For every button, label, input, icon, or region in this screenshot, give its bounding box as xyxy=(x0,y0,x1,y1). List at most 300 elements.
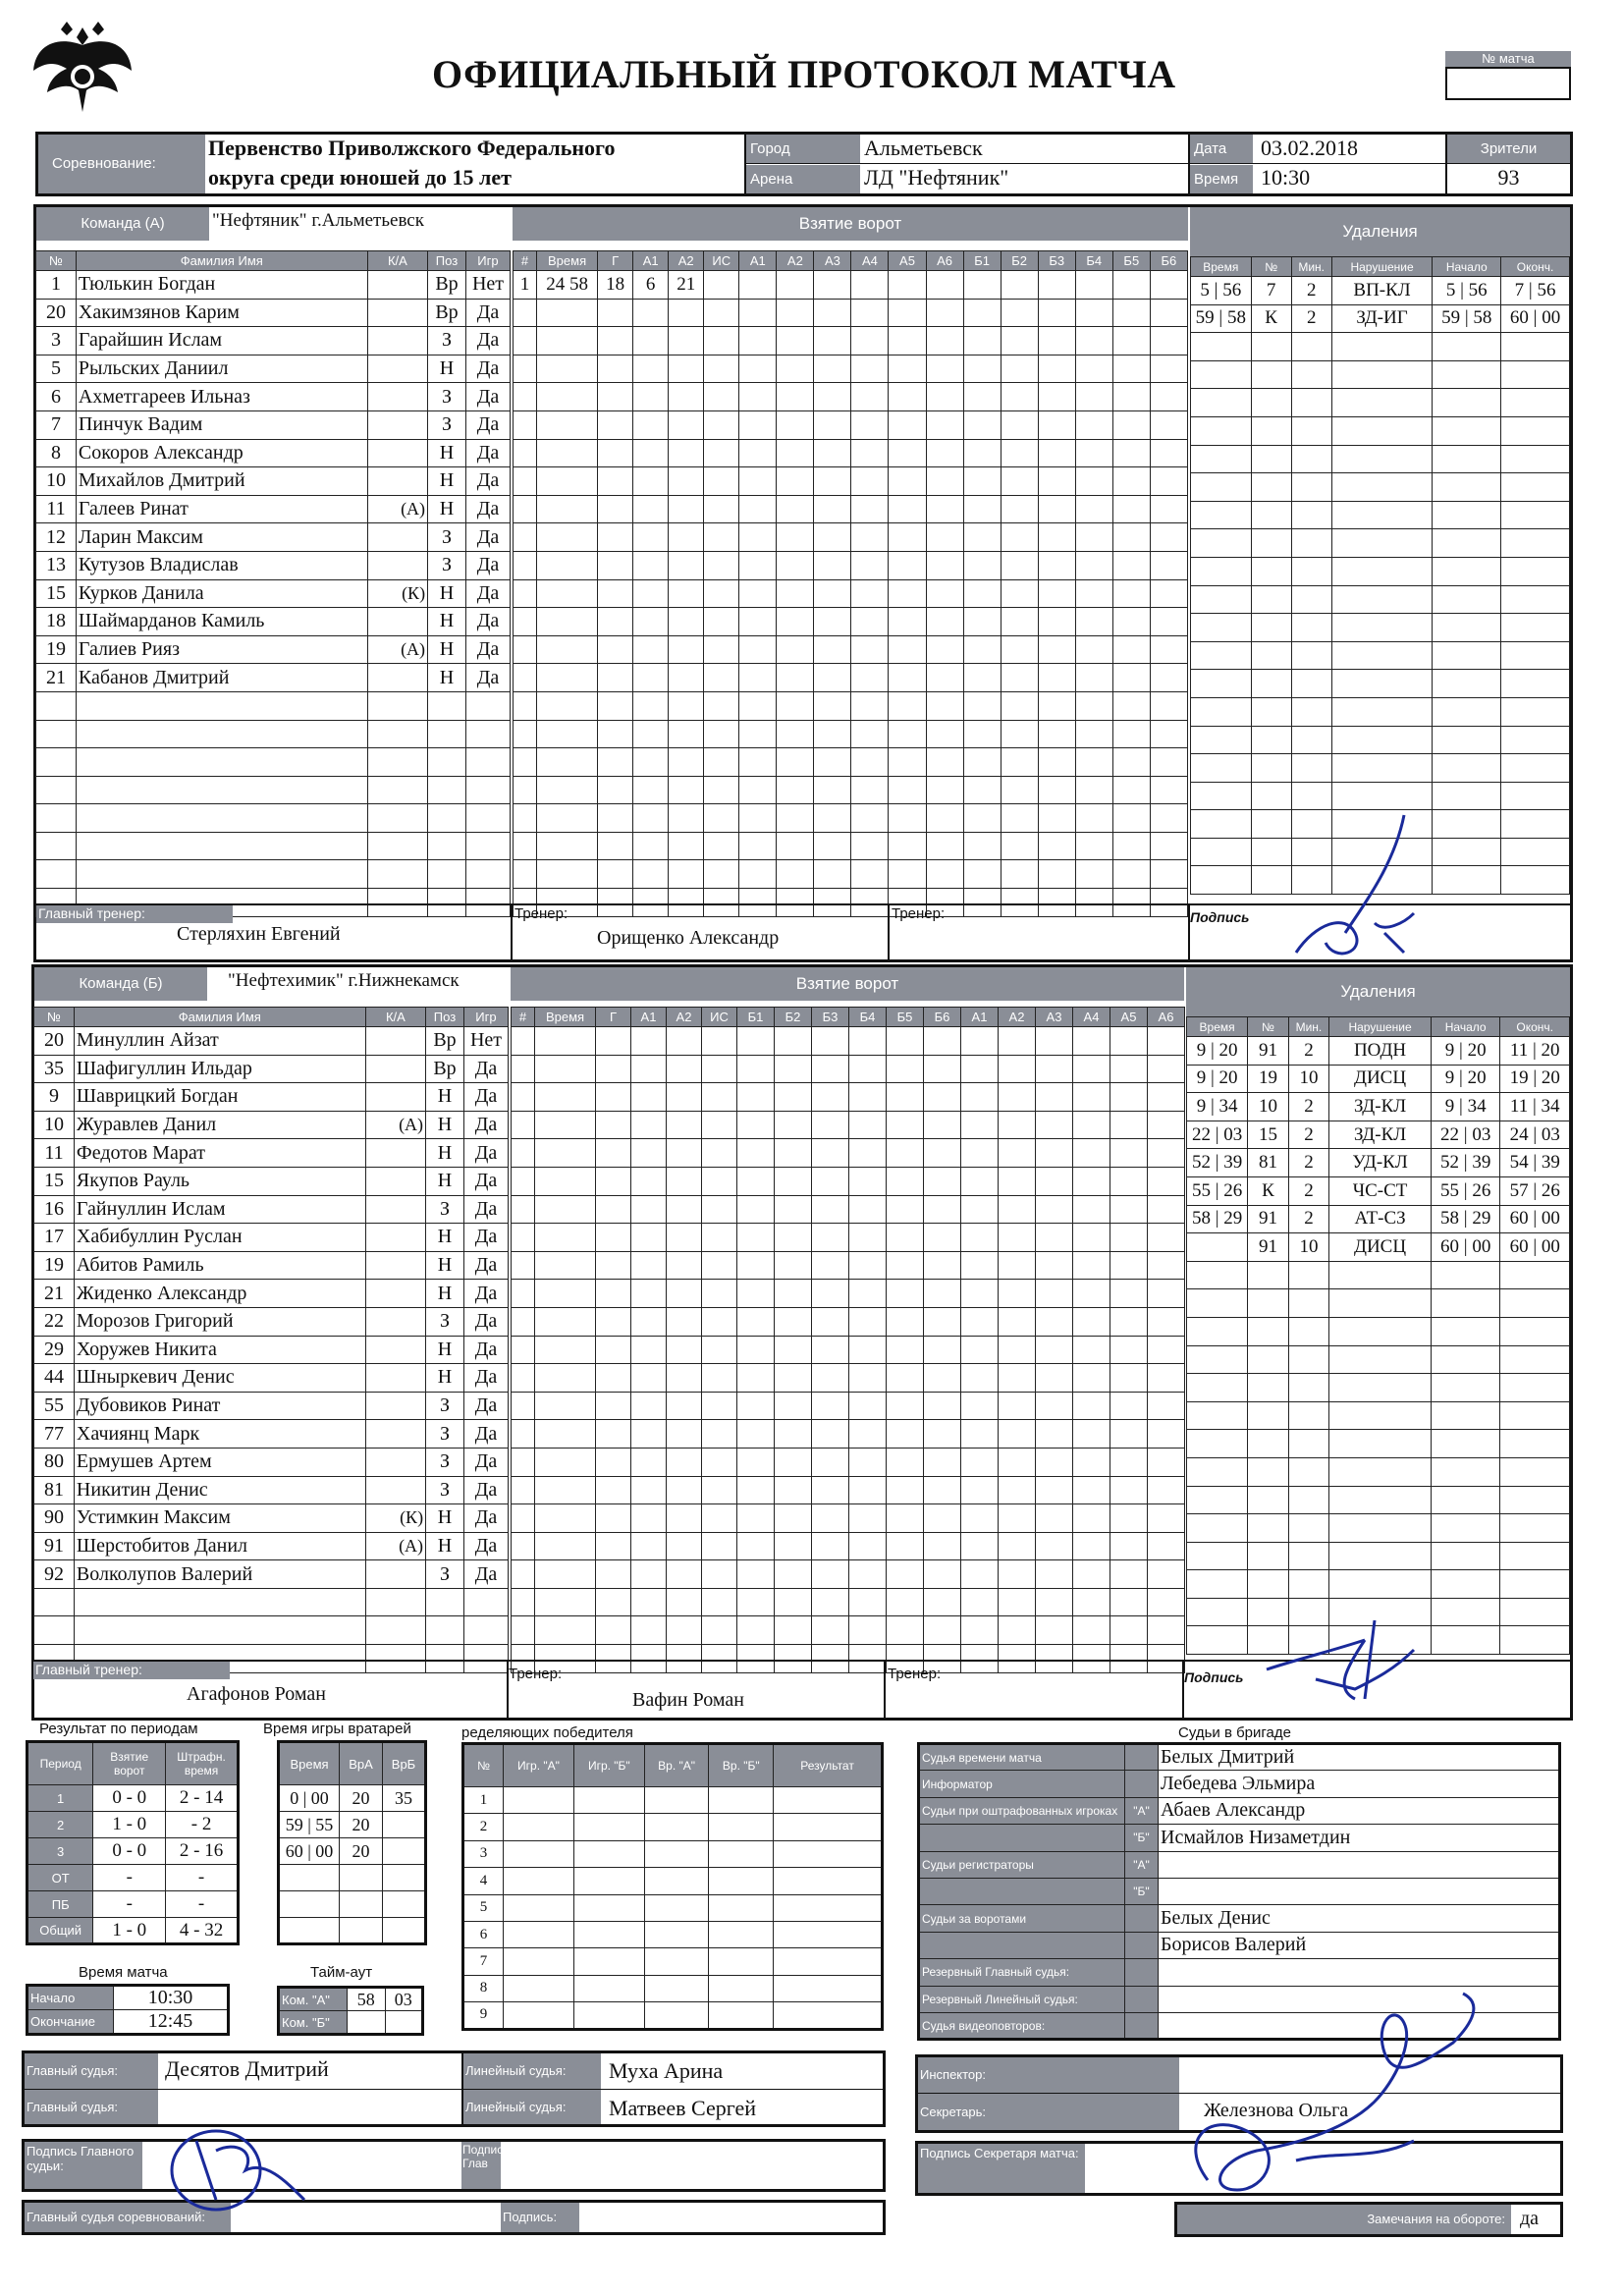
pen-time: 59 | 58 xyxy=(1191,304,1252,333)
goal-cell xyxy=(535,1476,596,1504)
player-name: Хакимзянов Карим xyxy=(76,299,367,327)
goal-cell xyxy=(739,383,777,411)
goal-cell xyxy=(596,1224,631,1252)
period-name: 2 xyxy=(27,1812,93,1838)
goal-cell xyxy=(669,691,704,720)
goal-cell xyxy=(704,832,739,860)
pen-start xyxy=(1431,1542,1500,1570)
goals-header-cell: А1 xyxy=(739,251,777,271)
goal-cell xyxy=(514,383,537,411)
goal-cell xyxy=(633,860,669,889)
goal-cell xyxy=(1075,776,1112,804)
goal-row xyxy=(512,1139,1185,1168)
pen-time xyxy=(1191,641,1252,670)
goal-row xyxy=(512,1307,1185,1336)
goals-header-cell: А6 xyxy=(1148,1008,1185,1027)
pen-time xyxy=(1191,360,1252,389)
goal-cell xyxy=(667,1336,702,1364)
goal-cell xyxy=(1038,748,1075,777)
goal-cell xyxy=(812,1392,849,1420)
goal-cell xyxy=(631,1448,667,1476)
goals-header-cell: А1 xyxy=(633,251,669,271)
goal-cell xyxy=(737,1195,775,1224)
goal-cell: 24 58 xyxy=(537,271,598,300)
player-position xyxy=(428,720,466,748)
shootout-cell xyxy=(774,1787,883,1814)
main-ref-1-label: Главный судья: xyxy=(25,2053,158,2089)
goal-cell xyxy=(1148,1532,1185,1560)
pen-player xyxy=(1248,1570,1288,1599)
goal-cell xyxy=(851,635,889,664)
period-row xyxy=(27,1838,239,1865)
goal-cell xyxy=(963,271,1001,300)
goal-cell xyxy=(926,635,963,664)
goal-cell xyxy=(737,1083,775,1112)
pen-player: 91 xyxy=(1248,1233,1288,1262)
pen-foul: УД-КЛ xyxy=(1329,1149,1432,1177)
goal-cell xyxy=(1073,1364,1110,1393)
player-position: Н xyxy=(428,495,466,523)
roster-row xyxy=(34,1448,509,1476)
goal-cell xyxy=(851,889,889,917)
goal-cell xyxy=(1075,720,1112,748)
penalty-row xyxy=(1191,333,1570,361)
goal-cell xyxy=(889,410,926,439)
player-plays: Да xyxy=(463,1251,508,1280)
goal-cell xyxy=(535,1083,596,1112)
goal-cell xyxy=(889,860,926,889)
goal-cell xyxy=(1001,860,1038,889)
goal-cell xyxy=(1073,1645,1110,1673)
goal-cell xyxy=(596,1307,631,1336)
goal-cell xyxy=(1073,1448,1110,1476)
goal-cell xyxy=(1036,1616,1073,1645)
goal-cell xyxy=(1036,1139,1073,1168)
goal-cell xyxy=(1038,327,1075,355)
goal-cell xyxy=(1001,832,1038,860)
goal-row xyxy=(514,691,1188,720)
official-role xyxy=(919,1878,1125,1904)
pen-end xyxy=(1501,501,1570,529)
goal-cell xyxy=(924,1139,961,1168)
pen-time xyxy=(1187,1514,1248,1543)
goal-cell xyxy=(1001,804,1038,833)
penalty-row xyxy=(1187,1542,1570,1570)
roster-row xyxy=(36,523,511,552)
team-a-head-coach: Стерляхин Евгений xyxy=(177,923,341,945)
goal-cell xyxy=(512,1532,535,1560)
pen-start: 22 | 03 xyxy=(1431,1121,1500,1149)
goal-cell xyxy=(1110,1251,1148,1280)
player-role xyxy=(367,748,427,777)
goal-cell xyxy=(777,860,814,889)
goal-row xyxy=(514,860,1188,889)
player-position xyxy=(428,804,466,833)
pen-time xyxy=(1187,1598,1248,1626)
player-plays: Да xyxy=(465,635,510,664)
goal-cell xyxy=(512,1139,535,1168)
penalty-row xyxy=(1191,726,1570,754)
penalty-row xyxy=(1191,277,1570,305)
goal-cell xyxy=(737,1504,775,1533)
official-side xyxy=(1125,1771,1159,1797)
player-number: 55 xyxy=(34,1392,75,1420)
pen-end xyxy=(1500,1570,1570,1599)
pen-end xyxy=(1501,416,1570,445)
pen-player xyxy=(1251,641,1291,670)
player-position xyxy=(428,748,466,777)
goal-cell xyxy=(596,1504,631,1533)
goal-cell xyxy=(702,1195,737,1224)
goal-row xyxy=(514,410,1188,439)
goal-cell xyxy=(812,1645,849,1673)
goal-cell xyxy=(737,1645,775,1673)
official-role: Резервный Линейный судья: xyxy=(919,1986,1125,2012)
goal-row xyxy=(512,1083,1185,1112)
pen-end xyxy=(1500,1486,1570,1514)
team-a-roster xyxy=(35,250,511,917)
line-ref-1: Муха Арина xyxy=(609,2058,724,2083)
pen-end xyxy=(1500,1514,1570,1543)
pen-time xyxy=(1187,1486,1248,1514)
goal-cell xyxy=(669,748,704,777)
goal-cell xyxy=(596,1167,631,1195)
roster-row xyxy=(34,1588,509,1616)
penalty-row xyxy=(1187,1176,1570,1205)
goal-cell xyxy=(1073,1392,1110,1420)
secretary-label: Секретарь: xyxy=(918,2094,1179,2130)
goal-cell xyxy=(889,271,926,300)
official-role: Судьи регистраторы xyxy=(919,1851,1125,1878)
pen-player xyxy=(1248,1542,1288,1570)
time-label: Время xyxy=(1190,165,1253,193)
official-name: Абаев Александр xyxy=(1159,1797,1560,1824)
pen-player: 19 xyxy=(1248,1065,1288,1093)
goal-cell xyxy=(887,1307,924,1336)
goal-cell xyxy=(812,1504,849,1533)
goals-header-cell: Б3 xyxy=(812,1008,849,1027)
goal-cell xyxy=(1038,664,1075,692)
pen-header-cell: Начало xyxy=(1431,1017,1500,1037)
goal-cell xyxy=(926,383,963,411)
pen-player xyxy=(1248,1345,1288,1374)
goal-cell xyxy=(1150,832,1187,860)
goal-cell xyxy=(814,776,851,804)
player-position: Вр xyxy=(428,271,466,300)
goal-cell xyxy=(889,608,926,636)
goal-cell xyxy=(1112,299,1150,327)
pen-end xyxy=(1500,1626,1570,1655)
pen-player xyxy=(1251,557,1291,585)
goals-header-cell: ИС xyxy=(702,1008,737,1027)
goal-cell xyxy=(512,1560,535,1589)
pen-start xyxy=(1431,1261,1500,1289)
player-plays: Да xyxy=(463,1083,508,1112)
pen-header-cell: Оконч. xyxy=(1501,257,1570,277)
official-row xyxy=(919,1851,1560,1878)
player-position: Н xyxy=(426,1504,464,1533)
pen-player xyxy=(1248,1261,1288,1289)
goal-cell xyxy=(961,1476,999,1504)
goal-cell xyxy=(849,1476,887,1504)
player-role xyxy=(365,1645,425,1673)
player-position: Н xyxy=(428,439,466,467)
goal-cell xyxy=(1075,271,1112,300)
timeout-a-label: Ком. "А" xyxy=(279,1988,348,2011)
goal-cell xyxy=(849,1167,887,1195)
goal-cell xyxy=(669,327,704,355)
penalty-row xyxy=(1187,1374,1570,1402)
periods-header-cell: Штрафн. время xyxy=(166,1742,239,1785)
team-a-penalties xyxy=(1190,256,1570,895)
shootout-cell xyxy=(774,1975,883,2001)
goal-cell xyxy=(598,551,633,579)
goal-cell xyxy=(1112,410,1150,439)
goal-cell xyxy=(961,1111,999,1139)
goal-cell xyxy=(631,1055,667,1083)
goal-cell xyxy=(739,635,777,664)
player-position: З xyxy=(428,327,466,355)
goal-cell xyxy=(777,439,814,467)
team-b-coach: Вафин Роман xyxy=(632,1689,744,1711)
player-plays: Да xyxy=(463,1448,508,1476)
goal-row xyxy=(512,1167,1185,1195)
pen-minutes: 10 xyxy=(1288,1065,1328,1093)
goal-cell xyxy=(924,1616,961,1645)
goal-cell xyxy=(926,664,963,692)
goal-cell xyxy=(598,579,633,608)
goal-cell xyxy=(1110,1307,1148,1336)
goal-cell xyxy=(633,889,669,917)
pen-minutes xyxy=(1288,1345,1328,1374)
roster-row xyxy=(36,355,511,383)
goal-cell xyxy=(961,1307,999,1336)
goal-cell xyxy=(814,467,851,496)
player-plays: Да xyxy=(463,1392,508,1420)
player-number: 5 xyxy=(36,355,77,383)
goal-cell xyxy=(1038,551,1075,579)
goal-cell xyxy=(812,1280,849,1308)
goal-cell xyxy=(924,1504,961,1533)
goal-cell xyxy=(739,355,777,383)
goal-cell xyxy=(1110,1420,1148,1449)
goal-cell xyxy=(1150,327,1187,355)
goal-cell xyxy=(926,467,963,496)
goal-cell xyxy=(1036,1476,1073,1504)
player-plays: Да xyxy=(465,439,510,467)
penalty-row xyxy=(1187,1037,1570,1066)
goal-cell xyxy=(737,1280,775,1308)
pen-start xyxy=(1433,416,1501,445)
time-value: 10:30 xyxy=(1261,165,1311,190)
player-name: Хоружев Никита xyxy=(74,1336,365,1364)
goal-cell xyxy=(702,1336,737,1364)
pen-foul xyxy=(1331,360,1433,389)
pen-end xyxy=(1501,333,1570,361)
goal-cell xyxy=(598,664,633,692)
goal-cell xyxy=(667,1280,702,1308)
goal-cell xyxy=(1001,776,1038,804)
goal-cell xyxy=(814,495,851,523)
goal-cell xyxy=(775,1307,812,1336)
shootout-num: 5 xyxy=(463,1894,504,1921)
pen-end: 11 | 34 xyxy=(1500,1093,1570,1121)
player-name: Устимкин Максим xyxy=(74,1504,365,1533)
roster-row xyxy=(34,1504,509,1533)
pen-foul xyxy=(1331,585,1433,614)
team-a-sign-label: Подпись xyxy=(1190,909,1250,925)
goal-cell xyxy=(514,832,537,860)
goal-cell xyxy=(812,1307,849,1336)
goal-cell xyxy=(775,1532,812,1560)
periods-header-cell: Взятие ворот xyxy=(93,1742,166,1785)
roster-row xyxy=(36,410,511,439)
roster-row xyxy=(34,1336,509,1364)
goal-cell xyxy=(961,1195,999,1224)
player-role xyxy=(367,271,427,300)
goal-cell xyxy=(537,804,598,833)
goal-cell xyxy=(535,1420,596,1449)
penalty-row xyxy=(1191,304,1570,333)
goal-row xyxy=(512,1055,1185,1083)
goal-cell xyxy=(514,299,537,327)
goal-cell xyxy=(926,691,963,720)
player-position: Н xyxy=(426,1280,464,1308)
goal-cell xyxy=(963,327,1001,355)
goal-cell xyxy=(926,495,963,523)
goal-cell xyxy=(702,1027,737,1056)
goal-cell xyxy=(535,1280,596,1308)
goal-cell xyxy=(737,1139,775,1168)
pen-minutes xyxy=(1291,614,1331,642)
goals-header-cell: # xyxy=(512,1008,535,1027)
goal-cell xyxy=(777,691,814,720)
goal-cell xyxy=(887,1532,924,1560)
pen-end: 60 | 00 xyxy=(1501,304,1570,333)
goal-cell xyxy=(1073,1167,1110,1195)
player-number: 22 xyxy=(34,1307,75,1336)
goal-cell xyxy=(963,383,1001,411)
pen-foul xyxy=(1329,1570,1432,1599)
goal-row xyxy=(512,1392,1185,1420)
goal-cell xyxy=(999,1167,1036,1195)
goal-cell xyxy=(1036,1027,1073,1056)
goal-cell xyxy=(889,299,926,327)
goal-cell xyxy=(535,1504,596,1533)
goal-cell xyxy=(737,1224,775,1252)
player-number: 18 xyxy=(36,608,77,636)
goal-cell xyxy=(596,1645,631,1673)
goal-cell xyxy=(814,523,851,552)
goal-cell xyxy=(1075,889,1112,917)
goal-cell xyxy=(737,1560,775,1589)
player-number xyxy=(36,776,77,804)
goal-cell xyxy=(814,860,851,889)
goal-cell xyxy=(851,579,889,608)
player-position: З xyxy=(426,1195,464,1224)
official-side: "А" xyxy=(1125,1797,1159,1824)
goal-cell xyxy=(596,1448,631,1476)
period-penalties: 4 - 32 xyxy=(166,1918,239,1944)
goal-cell xyxy=(1112,804,1150,833)
goal-cell xyxy=(889,579,926,608)
goal-cell xyxy=(889,776,926,804)
goal-cell xyxy=(1038,889,1075,917)
goal-cell xyxy=(887,1139,924,1168)
goal-cell xyxy=(1075,551,1112,579)
goal-cell xyxy=(512,1307,535,1336)
shootout-cell xyxy=(709,1948,774,1975)
goal-cell xyxy=(631,1195,667,1224)
goal-cell xyxy=(926,355,963,383)
goal-cell xyxy=(849,1083,887,1112)
player-plays: Да xyxy=(465,551,510,579)
goal-cell xyxy=(999,1645,1036,1673)
goal-cell xyxy=(704,299,739,327)
goal-cell xyxy=(812,1055,849,1083)
goals-header-cell: ИС xyxy=(704,251,739,271)
pen-foul xyxy=(1331,754,1433,783)
goal-cell xyxy=(598,608,633,636)
goal-cell xyxy=(849,1055,887,1083)
pen-player xyxy=(1251,360,1291,389)
roster-row xyxy=(34,1195,509,1224)
goal-cell xyxy=(851,664,889,692)
player-role xyxy=(365,1476,425,1504)
goal-cell xyxy=(1150,635,1187,664)
goal-cell xyxy=(1112,467,1150,496)
goal-cell xyxy=(1110,1027,1148,1056)
pen-player xyxy=(1248,1374,1288,1402)
goal-cell xyxy=(514,860,537,889)
pen-minutes xyxy=(1291,529,1331,558)
goal-row xyxy=(514,355,1188,383)
pen-player xyxy=(1251,445,1291,473)
goal-cell xyxy=(1150,355,1187,383)
roster-row xyxy=(36,299,511,327)
player-number: 20 xyxy=(34,1027,75,1056)
goals-header-cell: А5 xyxy=(889,251,926,271)
pen-header-cell: Мин. xyxy=(1291,257,1331,277)
competition-label: Соревнование: xyxy=(38,135,205,193)
goal-row xyxy=(514,523,1188,552)
team-b-pen-label: Удаления xyxy=(1186,967,1570,1016)
goal-cell xyxy=(702,1251,737,1280)
match-end: 12:45 xyxy=(114,2010,229,2035)
goal-cell xyxy=(1073,1251,1110,1280)
pen-end xyxy=(1500,1430,1570,1458)
official-role xyxy=(919,1932,1125,1958)
goals-header-cell: Б6 xyxy=(924,1008,961,1027)
goal-cell xyxy=(633,355,669,383)
player-number: 8 xyxy=(36,439,77,467)
goal-cell xyxy=(1036,1420,1073,1449)
goal-cell xyxy=(1073,1336,1110,1364)
goals-header-cell: А6 xyxy=(926,251,963,271)
pen-time xyxy=(1191,754,1252,783)
penalty-row xyxy=(1187,1514,1570,1543)
goal-cell xyxy=(739,889,777,917)
goalie-a xyxy=(340,1918,383,1944)
goal-row xyxy=(512,1532,1185,1560)
goal-cell xyxy=(537,439,598,467)
penalty-row xyxy=(1191,697,1570,726)
goal-cell xyxy=(737,1055,775,1083)
pen-foul xyxy=(1331,473,1433,502)
official-row xyxy=(919,1744,1560,1771)
goal-cell xyxy=(669,579,704,608)
goal-cell xyxy=(1073,1420,1110,1449)
